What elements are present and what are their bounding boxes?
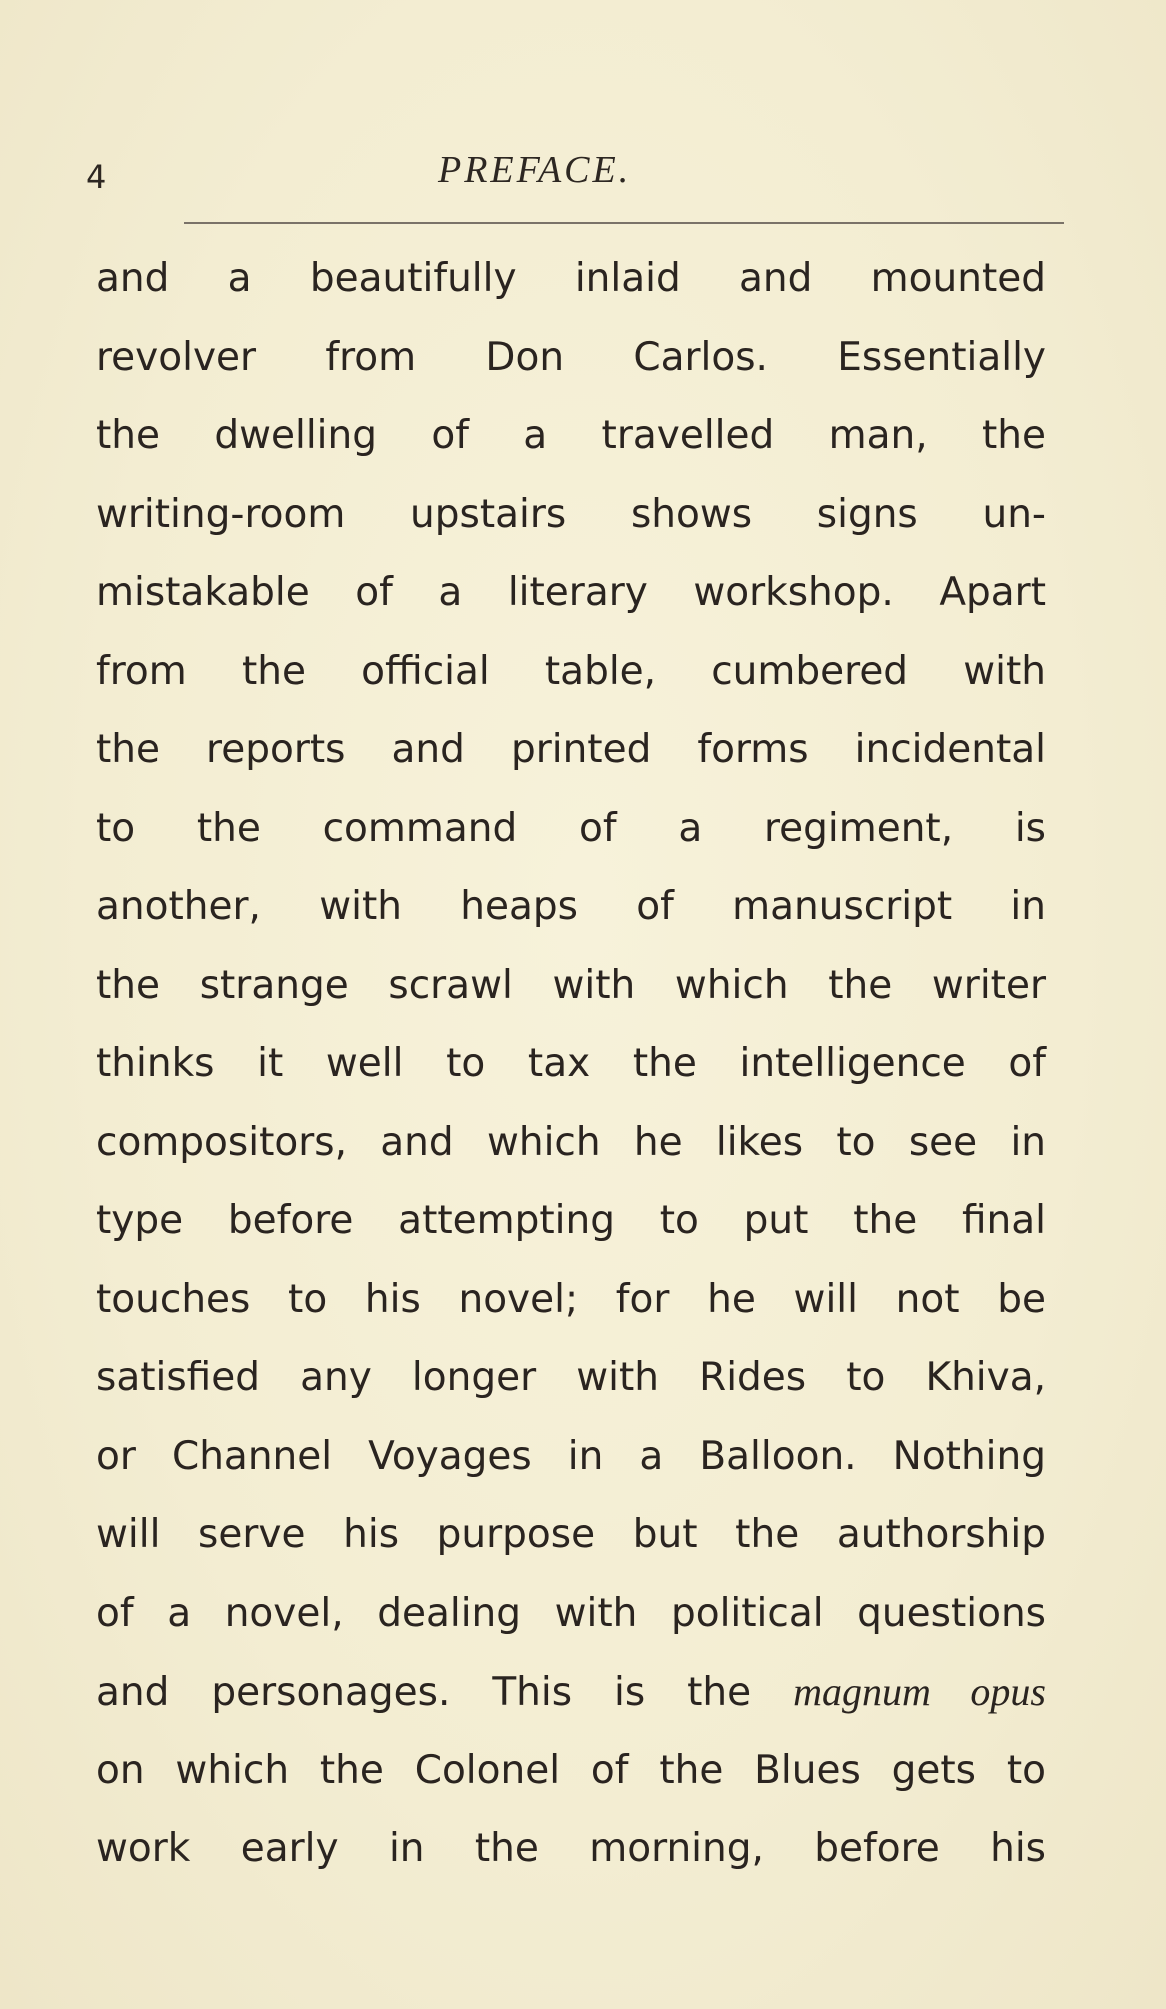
text-line: the reports and printed forms incidental [96,727,1046,772]
text-line: compositors, and which he likes to see in [96,1119,1046,1165]
text-line: from the official table, cumbered with [96,648,1046,694]
text-line: the dwelling of a travelled man, the [96,413,1046,458]
text-line: and a beautifully inlaid and mounted [96,256,1046,301]
text-line: thinks it well to tax the intelligence of [96,1041,1046,1086]
text-line: to the command of a regiment, is [96,805,1046,851]
text-segment: and personages. This is the [96,1670,794,1715]
running-head: PREFACE. [438,149,632,191]
text-line: or Channel Voyages in a Balloon. Nothing [96,1433,1046,1479]
text-line: touches to his novel; for he will not be [96,1276,1046,1322]
text-line: writing-room upstairs shows signs un- [96,491,1046,537]
text-line: satisfied any longer with Rides to Khiva, [96,1355,1046,1400]
body-text [96,240,1046,1889]
text-line: will serve his purpose but the authorship [96,1512,1046,1557]
text-line: work early in the morning, before his [96,1826,1046,1871]
page-number: 4 [86,158,107,196]
text-line: the strange scrawl with which the writer [96,962,1046,1008]
text-line-with-italic [96,1653,1046,1732]
text-line: type before attempting to put the final [96,1198,1046,1243]
page-header [0,148,1166,208]
text-line: on which the Colonel of the Blues gets to [96,1747,1046,1793]
text-line: of a novel, dealing with political questions [96,1590,1046,1636]
header-rule [184,222,1064,224]
text-line: another, with heaps of manuscript in [96,884,1046,929]
italic-phrase: magnum opus [793,1669,1046,1714]
text-line: revolver from Don Carlos. Essentially [96,334,1046,380]
text-line: mistakable of a literary workshop. Apart [96,570,1046,615]
